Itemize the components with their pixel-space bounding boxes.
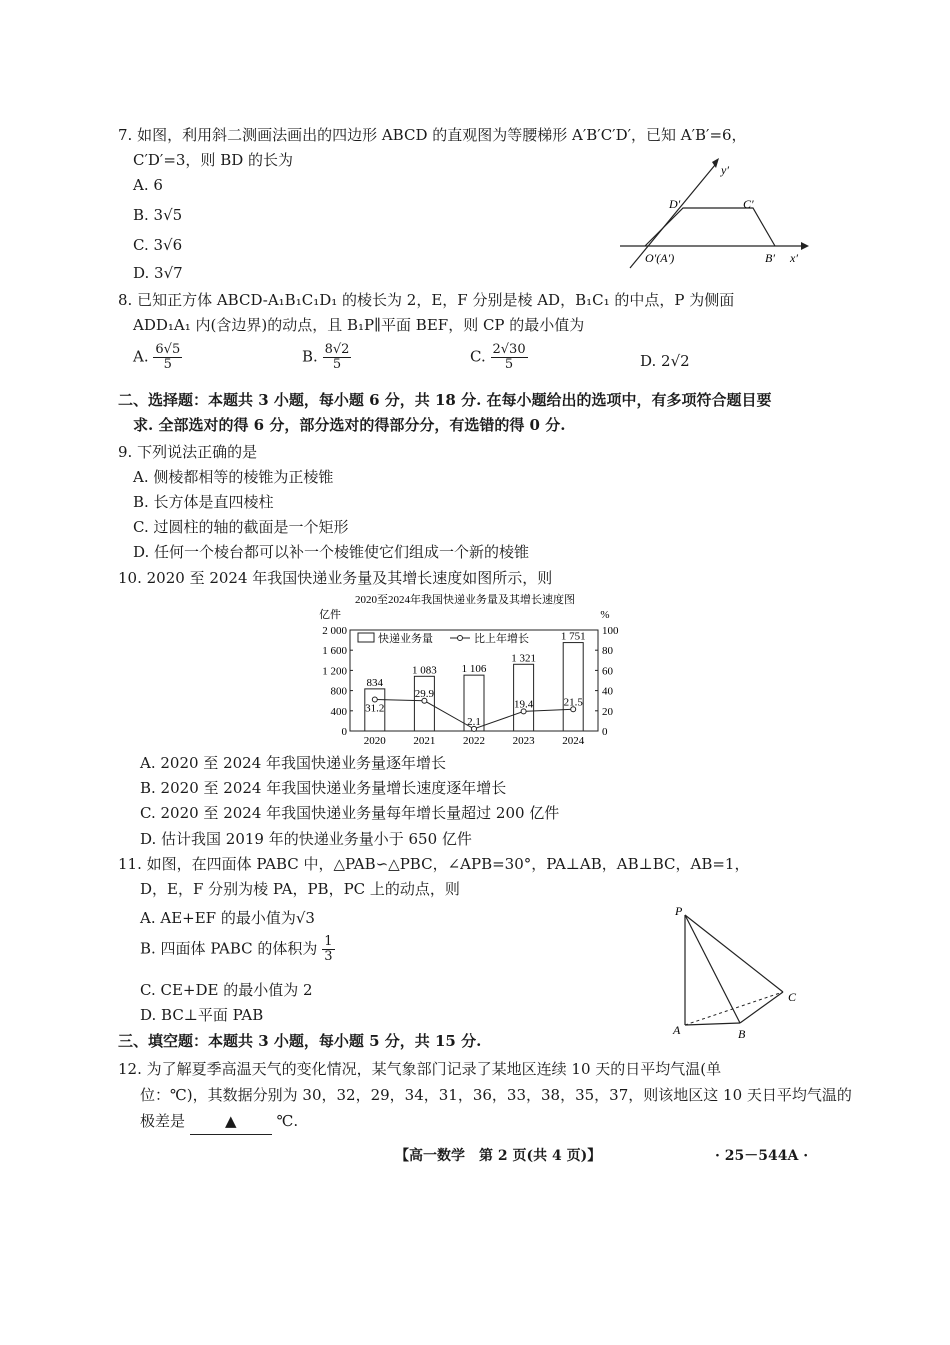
label-c: C′ bbox=[743, 197, 754, 211]
growth-value-label: 29.9 bbox=[414, 687, 435, 700]
x-tick-label: 2022 bbox=[463, 735, 485, 747]
q7-option-b: B. 3√5 bbox=[133, 206, 183, 224]
answer-blank[interactable] bbox=[190, 1108, 272, 1135]
footer-page-label: 【高一数学 第 2 页(共 4 页)】 bbox=[395, 1148, 602, 1164]
right-tick-label: 80 bbox=[602, 645, 613, 658]
left-tick-label: 0 bbox=[341, 726, 347, 738]
q8-stem-line2: ADD₁A₁ 内(含边界)的动点，且 B₁P∥平面 BEF，则 CP 的最小值为 bbox=[133, 316, 585, 334]
label-y: y′ bbox=[721, 163, 729, 177]
legend-bar-swatch bbox=[358, 633, 374, 642]
q8-option-d: D. 2√2 bbox=[640, 352, 690, 370]
left-tick-label: 800 bbox=[330, 685, 347, 698]
q12-stem-line1: 12. 为了解夏季高温天气的变化情况，某气象部门记录了某地区连续 10 天的日平均气温(单 bbox=[118, 1060, 722, 1078]
q12-stem-line3: 极差是 ▲ ℃. bbox=[140, 1108, 298, 1135]
legend-line-label: 比上年增长 bbox=[474, 633, 529, 645]
q7-option-c: C. 3√6 bbox=[133, 236, 183, 254]
left-tick-label: 400 bbox=[330, 705, 347, 718]
right-tick-label: 20 bbox=[602, 705, 613, 718]
x-tick-label: 2021 bbox=[413, 735, 436, 747]
q8-option-c: C. $\frac{2√30}{5}$ bbox=[470, 342, 526, 372]
bar-value-label: 1 106 bbox=[461, 663, 487, 676]
q12-stem-line2: 位：℃)，其数据分别为 30，32，29，34，31，36，33，38，35，37，则该地区这 10 天日平均气温的 bbox=[140, 1086, 852, 1104]
growth-value-label: 2.1 bbox=[467, 715, 481, 728]
left-tick-label: 2 000 bbox=[322, 625, 347, 637]
right-tick-label: 40 bbox=[602, 685, 613, 698]
left-tick-label: 1 600 bbox=[322, 645, 347, 658]
growth-value-label: 21.5 bbox=[563, 696, 583, 709]
q9-option-b: B. 长方体是直四棱柱 bbox=[133, 493, 274, 511]
q7-stem-line2: C′D′=3，则 BD 的长为 bbox=[133, 151, 294, 169]
trapezoid-shape bbox=[645, 208, 775, 246]
legend-line-marker bbox=[458, 636, 463, 641]
label-b: B bbox=[738, 1027, 746, 1041]
bar-value-label: 834 bbox=[366, 676, 384, 689]
q11-stem-line2: D，E，F 分别为棱 PA，PB，PC 上的动点，则 bbox=[140, 880, 460, 898]
label-b: B′ bbox=[765, 251, 775, 265]
q10-option-d: D. 估计我国 2019 年的快递业务量小于 650 亿件 bbox=[140, 830, 472, 848]
right-tick-label: 0 bbox=[602, 726, 608, 738]
q10-option-b: B. 2020 至 2024 年我国快递业务量增长速度逐年增长 bbox=[140, 779, 507, 797]
label-p: P bbox=[675, 904, 683, 918]
section2-line2: 求. 全部选对的得 6 分，部分选对的得部分分，有选错的得 0 分. bbox=[133, 416, 566, 434]
q7-option-a: A. 6 bbox=[133, 176, 163, 194]
q10-option-a: A. 2020 至 2024 年我国快递业务量逐年增长 bbox=[140, 754, 447, 772]
label-c: C bbox=[788, 990, 797, 1004]
right-tick-label: 100 bbox=[602, 625, 619, 637]
q8-stem-line1: 8. 已知正方体 ABCD-A₁B₁C₁D₁ 的棱长为 2，E，F 分别是棱 AD，B₁C₁ 的中点，P 为侧面 bbox=[118, 291, 735, 309]
q11-option-d: D. BC⊥平面 PAB bbox=[140, 1006, 264, 1024]
q8-option-b: B. $\frac{8√2}{5}$ bbox=[302, 342, 350, 372]
q10-option-c: C. 2020 至 2024 年我国快递业务量每年增长量超过 200 亿件 bbox=[140, 804, 560, 822]
label-a: A bbox=[673, 1023, 681, 1037]
blank-triangle-marker: ▲ bbox=[225, 1112, 237, 1130]
q9-option-d: D. 任何一个棱台都可以补一个棱锥使它们组成一个新的棱锥 bbox=[133, 543, 530, 561]
right-axis-unit: % bbox=[600, 609, 610, 621]
bar bbox=[563, 643, 583, 731]
q8-option-a: A. $\frac{6√5}{5}$ bbox=[133, 342, 181, 372]
q11-option-c: C. CE+DE 的最小值为 2 bbox=[140, 981, 313, 999]
bar-value-label: 1 751 bbox=[560, 630, 586, 643]
section2-line1: 二、选择题：本题共 3 小题，每小题 6 分，共 18 分. 在每小题给出的选项中，有多项符合题目要 bbox=[118, 391, 772, 409]
growth-point bbox=[372, 697, 377, 702]
edge-bc bbox=[740, 992, 783, 1023]
growth-value-label: 31.2 bbox=[365, 702, 385, 715]
x-tick-label: 2020 bbox=[363, 735, 386, 747]
bar-value-label: 1 321 bbox=[511, 652, 536, 665]
x-tick-label: 2024 bbox=[562, 735, 585, 747]
q9-stem: 9. 下列说法正确的是 bbox=[118, 443, 258, 461]
q7-option-d: D. 3√7 bbox=[133, 264, 183, 282]
edge-ac-hidden bbox=[685, 992, 783, 1025]
edge-pb bbox=[685, 915, 740, 1023]
q10-stem: 10. 2020 至 2024 年我国快递业务量及其增长速度如图所示，则 bbox=[118, 569, 553, 587]
right-tick-label: 60 bbox=[602, 665, 613, 678]
growth-value-label: 19.4 bbox=[513, 698, 534, 711]
x-tick-label: 2023 bbox=[512, 735, 535, 747]
q11-option-b: B. 四面体 PABC 的体积为 $\frac{1}{3}$ bbox=[140, 934, 333, 964]
edge-pc bbox=[685, 915, 783, 992]
bar-value-label: 1 083 bbox=[412, 664, 437, 677]
left-axis-unit: 亿件 bbox=[319, 609, 341, 621]
express-chart bbox=[300, 590, 640, 750]
q11-stem-line1: 11. 如图，在四面体 PABC 中，△PAB∽△PBC，∠APB=30°，PA⊥AB，AB⊥BC，AB=1， bbox=[118, 855, 750, 873]
label-o: O′(A′) bbox=[645, 251, 675, 265]
edge-ab bbox=[685, 1023, 740, 1025]
label-x: x′ bbox=[790, 251, 798, 265]
q7-stem-line1: 7. 如图，利用斜二测画法画出的四边形 ABCD 的直观图为等腰梯形 A′B′C′D′，已知 A′B′=6， bbox=[118, 126, 747, 144]
legend-bar-label: 快递业务量 bbox=[378, 633, 433, 645]
q9-option-c: C. 过圆柱的轴的截面是一个矩形 bbox=[133, 518, 349, 536]
q7-trapezoid-figure bbox=[615, 150, 815, 275]
left-tick-label: 1 200 bbox=[322, 665, 347, 678]
label-d: D′ bbox=[669, 197, 681, 211]
footer-code: · 25－544A · bbox=[715, 1148, 809, 1164]
q9-option-a: A. 侧棱都相等的棱锥为正棱锥 bbox=[133, 468, 334, 486]
chart-title: 2020至2024年我国快递业务量及其增长速度图 bbox=[355, 594, 575, 606]
q11-tetrahedron-figure bbox=[665, 900, 815, 1050]
section3-heading: 三、填空题：本题共 3 小题，每小题 5 分，共 15 分. bbox=[118, 1032, 482, 1050]
x-axis-arrow bbox=[801, 242, 809, 250]
q11-option-a: A. AE+EF 的最小值为√3 bbox=[140, 909, 315, 927]
